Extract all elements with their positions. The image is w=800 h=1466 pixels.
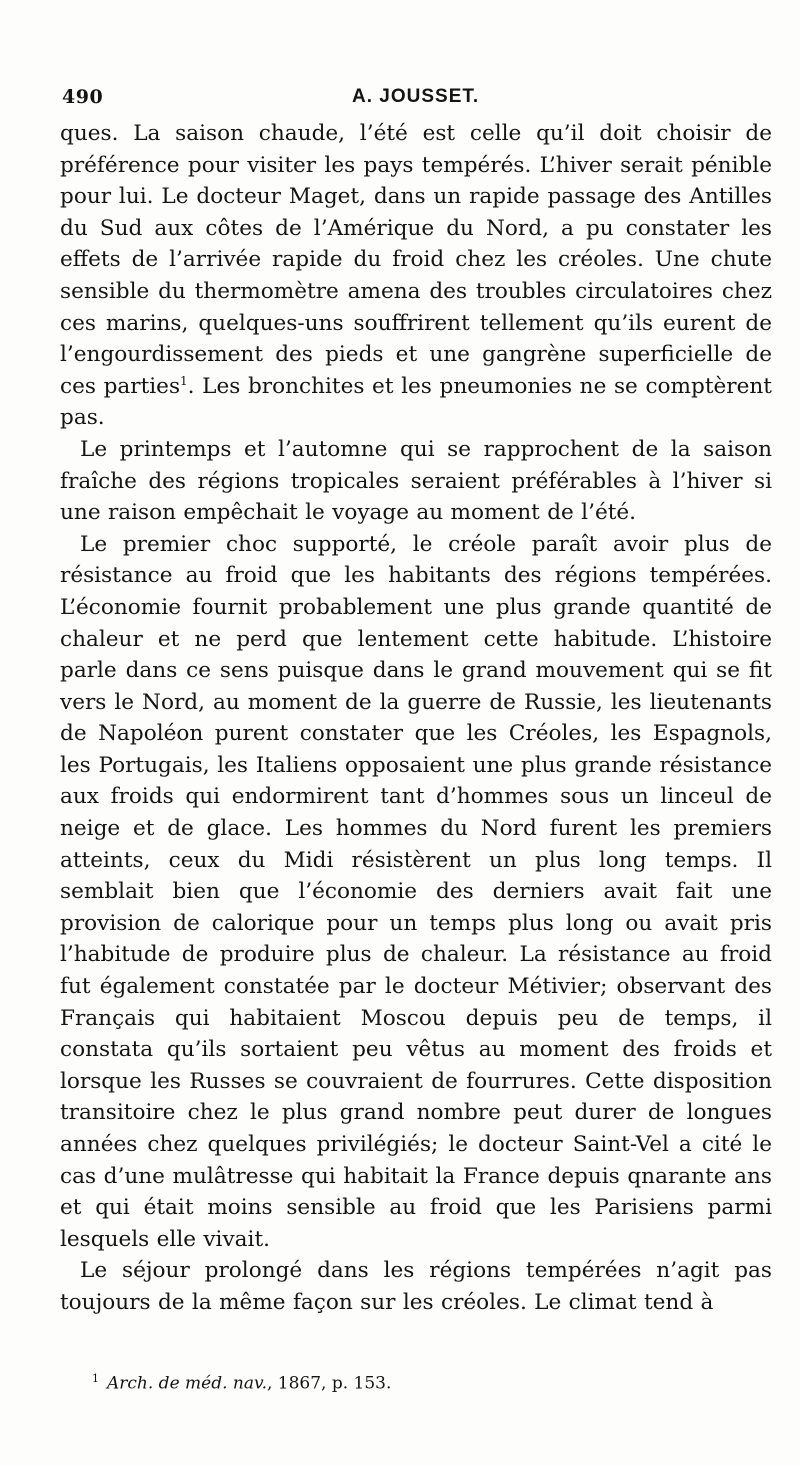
paragraph [60,118,772,434]
paragraph-text: Le séjour prolongé dans les régions tempérées n’agit pas toujours de la même façon sur les créoles. Le climat tend à [60,1258,772,1315]
paragraph [60,1255,772,1318]
page-number: 490 [62,86,104,108]
footnote-marker: 1 [92,1372,99,1385]
paragraph [60,434,772,529]
paragraph-text: . Les bronchites et les pneumonies ne se comptèrent pas. [60,373,772,431]
paragraph [60,529,772,1256]
paragraph-text: Le printemps et l’automne qui se rapprochent de la saison fraîche des régions tropicales seraient préférables à l’hiver si une raison empêchait le voyage au moment de l’été. [60,436,772,526]
footnote-details: , 1867, p. 153. [266,1373,392,1394]
footnote-source: Arch. de méd. nav. [107,1373,267,1394]
running-head: A. JOUSSET. [352,86,480,107]
body-text [60,118,772,1319]
footnote [92,1368,391,1395]
paragraph-text: Le premier choc supporté, le créole paraît avoir plus de résistance au froid que les habitants des régions tempérées. L’économie fournit probablement une plus grande quantité de chaleur et ne perd que lentement cette habitude. L’histoire parle dans ce sens puisque dans le grand mouvement qui se fit vers le Nord, au moment de la guerre de Russie, les lieutenants de Napoléon purent constater que les Créoles, les Espagnols, les Portugais, les Italiens opposaient une plus grande résistance aux froids qui endormirent tant d’hommes sous un linceul de neige et de glace. Les hommes du Nord furent les premiers atteints, ceux du Midi résistèrent un plus long temps. Il semblait bien que l’économie des derniers avait fait une provision de calorique pour un temps plus long ou avait pris l’habitude de produire plus de chaleur. La résistance au froid fut également constatée par le docteur Métivier; observant des Français qui habitaient Moscou depuis peu de temps, il constata qu’ils sortaient peu vêtus au moment des froids et lorsque les Russes se couvraient de fourrures. Cette disposition transitoire chez le plus grand nombre peut durer de longues années chez quelques privilégiés; le docteur Saint-Vel a cité le cas d’une mulâtresse qui habitait la France depuis qnarante ans et qui était moins sensible au froid que les Parisiens parmi lesquels elle vivait. [60,531,772,1252]
paragraph-text: ques. La saison chaude, l’été est celle qu’il doit choisir de préférence pour visiter les pays tempérés. L’hiver serait pénible pour lui. Le docteur Maget, dans un rapide passage des Antilles du Sud aux côtes de l’Amérique du Nord, a pu constater les effets de l’arrivée rapide du froid chez les créoles. Une chute sensible du thermomètre amena des troubles circulatoires chez ces marins, quelques-uns souffrirent tellement qu’ils eurent de l’engourdissement des pieds et une gangrène superficielle de ces parties [60,121,772,399]
footnote-reference: 1 [180,373,188,388]
page-header [62,86,778,112]
